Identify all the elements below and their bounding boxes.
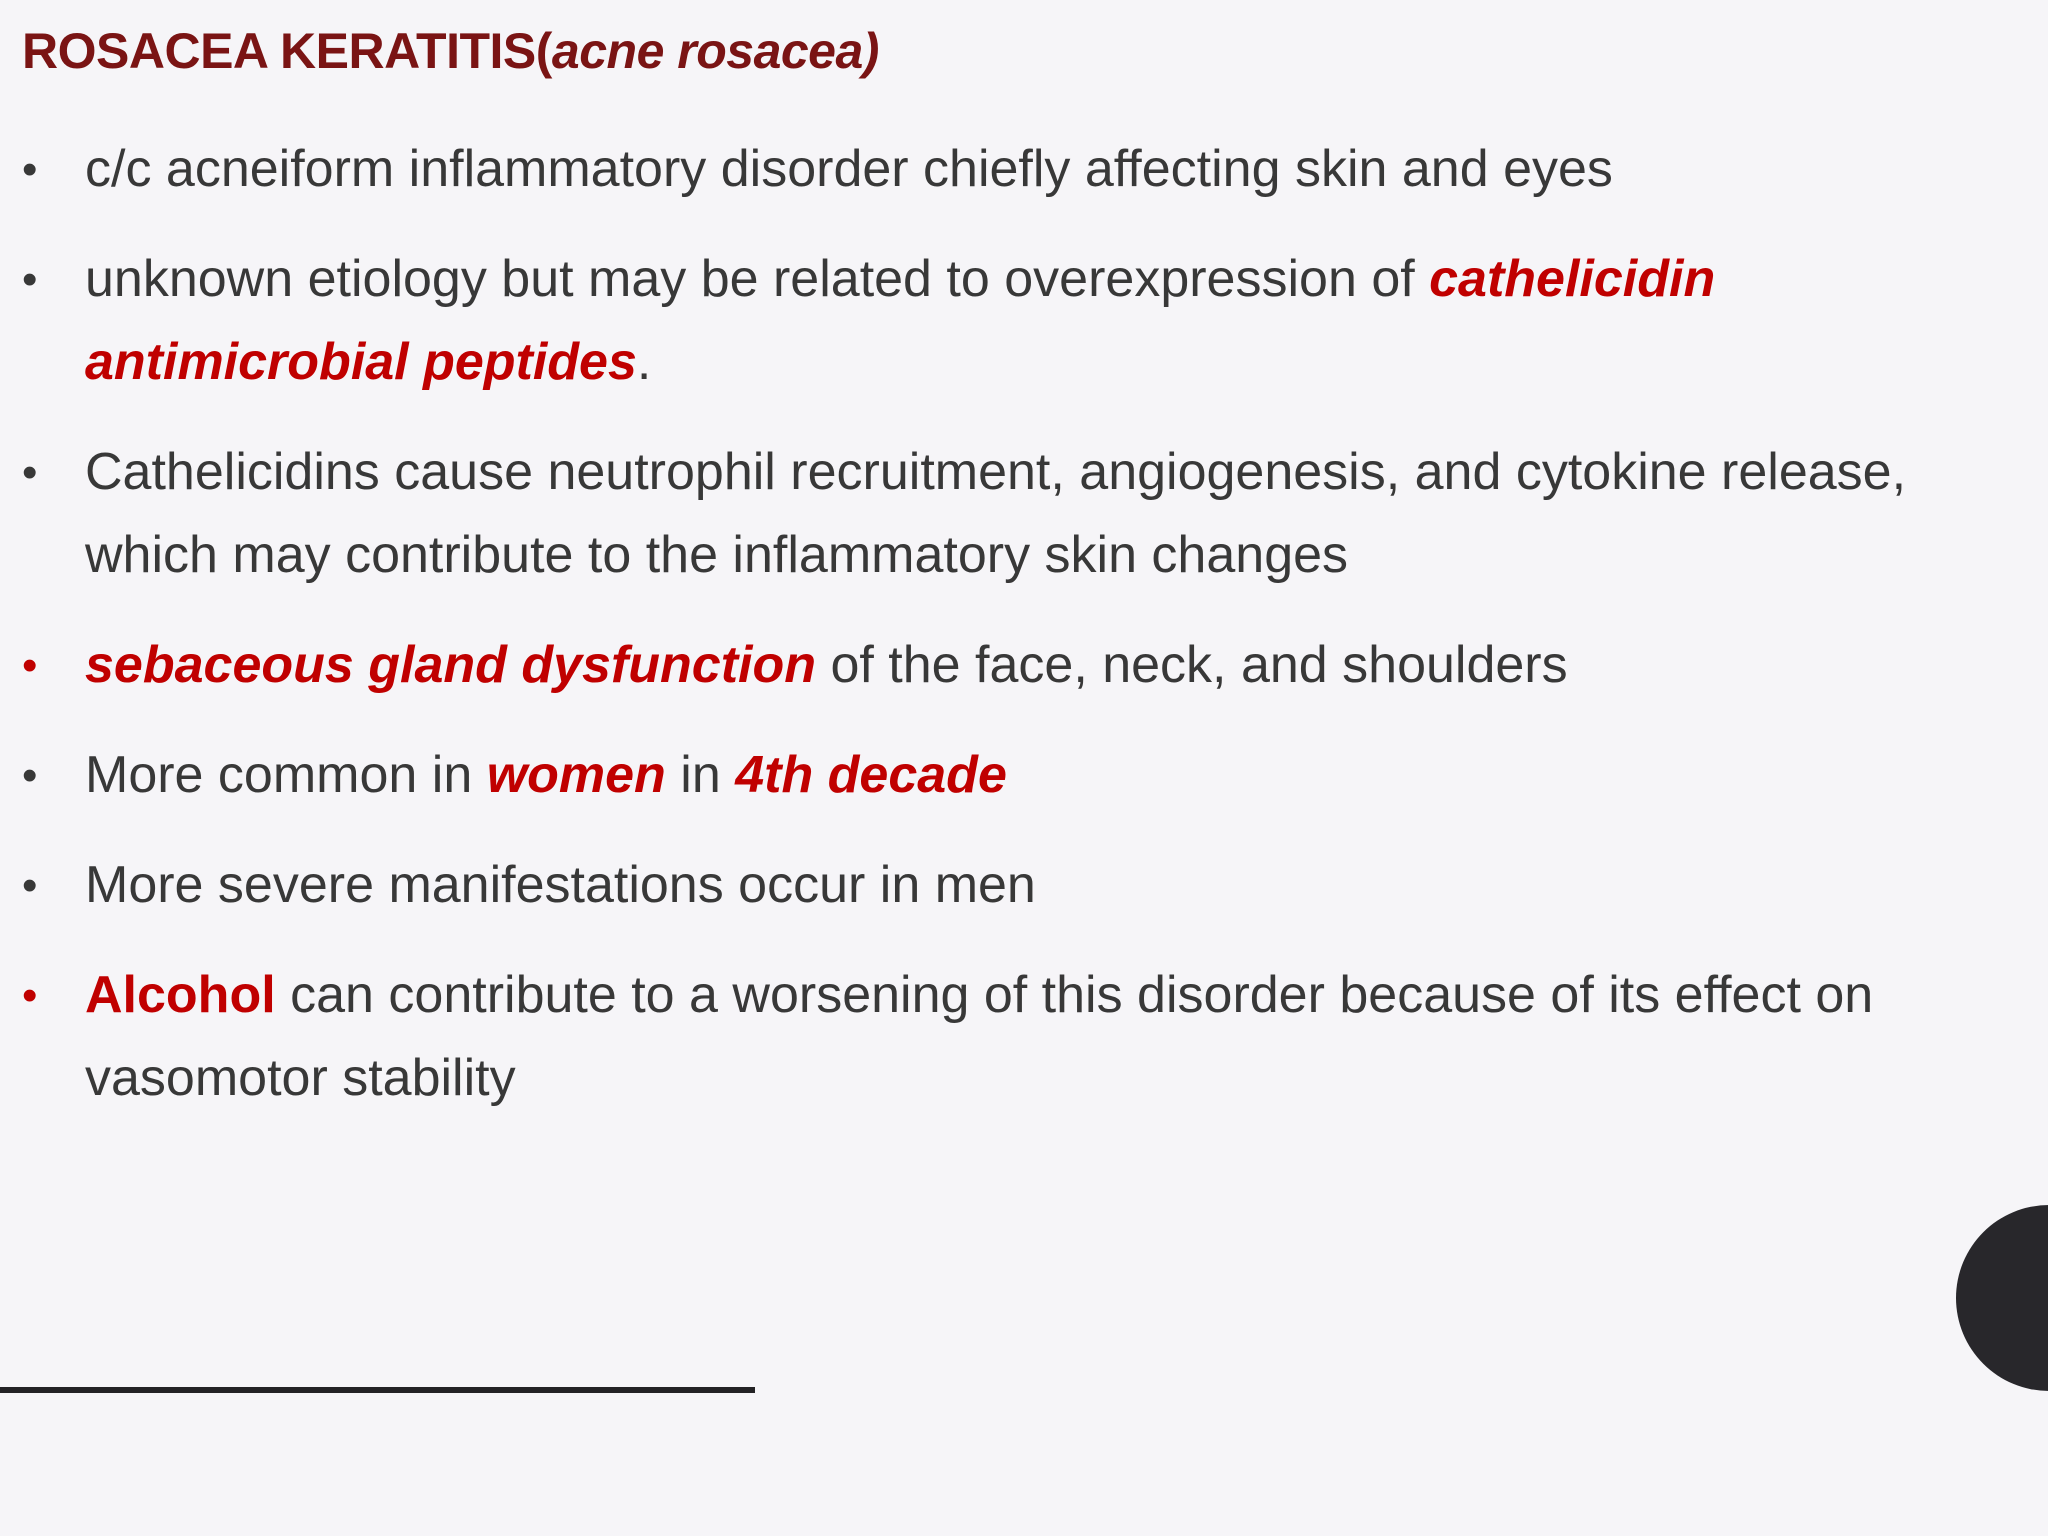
bullet-item-6 xyxy=(0,844,2000,927)
bullet-dot-red-icon: • xyxy=(22,971,38,1020)
bullet-item-5 xyxy=(0,734,2000,817)
emphasis-alcohol: Alcohol xyxy=(85,966,276,1024)
slide-title-main: ROSACEA KERATITIS( xyxy=(22,23,552,79)
slide-title xyxy=(22,22,879,80)
bullet-item-3 xyxy=(0,431,2000,597)
bullet-text-mid: in xyxy=(665,746,736,804)
decorative-divider xyxy=(0,1387,755,1393)
bullet-text: More severe manifestations occur in men xyxy=(85,856,1036,914)
bullet-text-end: . xyxy=(636,333,652,391)
bullet-item-2 xyxy=(0,238,2000,404)
bullet-text: Cathelicidins cause neutrophil recruitment, angiogenesis, and cytokine release, which may contribute to the inflammatory skin changes xyxy=(85,443,1907,584)
bullet-dot-icon: • xyxy=(22,448,38,497)
bullet-text: can contribute to a worsening of this disorder because of its effect on vasomotor stability xyxy=(85,966,1874,1107)
bullet-dot-icon: • xyxy=(22,145,38,194)
bullet-list xyxy=(0,128,2000,1147)
emphasis-women: women xyxy=(486,746,666,804)
bullet-text: More common in xyxy=(85,746,487,804)
bullet-text: unknown etiology but may be related to overexpression of xyxy=(85,250,1430,308)
slide-title-italic: acne rosacea) xyxy=(551,23,879,79)
bullet-dot-icon: • xyxy=(22,861,38,910)
bullet-text: c/c acneiform inflammatory disorder chiefly affecting skin and eyes xyxy=(85,140,1613,198)
bullet-item-1 xyxy=(0,128,2000,211)
emphasis-decade: 4th decade xyxy=(735,746,1007,804)
bullet-dot-red-icon: • xyxy=(22,641,38,690)
bullet-text: of the face, neck, and shoulders xyxy=(816,636,1568,694)
bullet-dot-icon: • xyxy=(22,255,38,304)
emphasis-cathelicidin: cathelicidin antimicrobial peptides xyxy=(85,250,1716,391)
emphasis-sebaceous: sebaceous gland dysfunction xyxy=(85,636,817,694)
decorative-circle xyxy=(1956,1205,2048,1391)
bullet-item-7 xyxy=(0,954,2000,1120)
bullet-dot-icon: • xyxy=(22,751,38,800)
bullet-item-4 xyxy=(0,624,2000,707)
